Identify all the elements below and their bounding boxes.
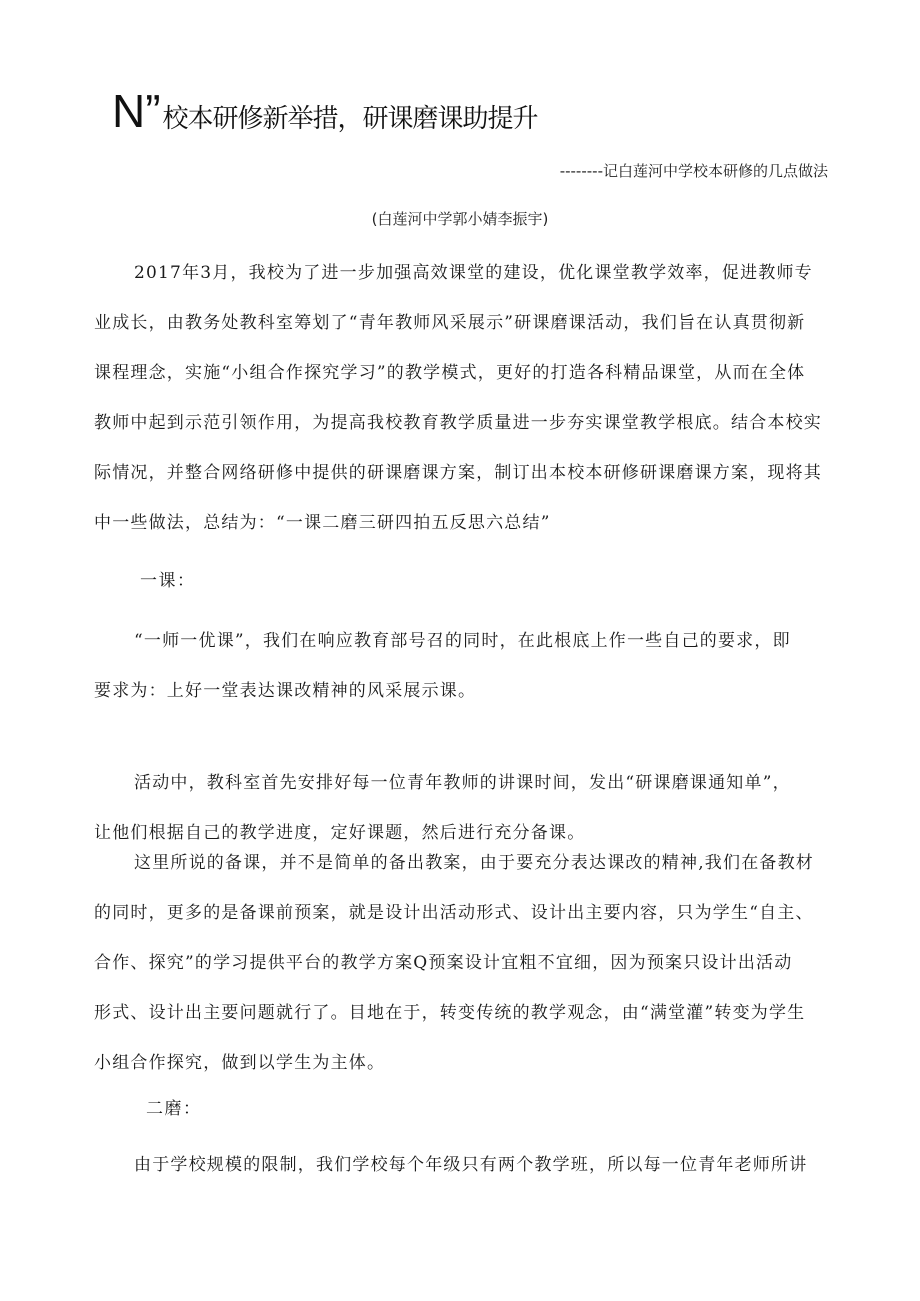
title-text: 校本研修新举措，研课磨课助提升 — [162, 104, 538, 134]
paragraph-line: 要求为：上好一堂表达课改精神的风采展示课。 — [94, 681, 477, 701]
paragraph-line: 合作、探究”的学习提供平台的教学方案Q预案设计宜粗不宜细，因为预案只设计出活动 — [94, 953, 793, 973]
title-mark: N” — [112, 85, 161, 137]
paragraph-line: 形式、设计出主要问题就行了。目地在于，转变传统的教学观念，由“满堂灌”转变为学生 — [94, 1003, 806, 1023]
paragraph-line: 由于学校规模的限制，我们学校每个年级只有两个教学班，所以每一位青年老师所讲 — [134, 1155, 808, 1175]
paragraph-line: 的同时，更多的是备课前预案，就是设计出活动形式、设计出主要内容，只为学生“自主、 — [94, 903, 814, 923]
paragraph-line: 活动中，教科室首先安排好每一位青年教师的讲课时间，发出“研课磨课通知单”， — [134, 773, 791, 793]
paragraph-intro — [94, 248, 834, 548]
paragraph-line: 课程理念，实施“小组合作探究学习”的教学模式，更好的打造各科精品课堂，从而在全体 — [94, 363, 806, 383]
authors-line: (白莲河中学郭小婧李振宇) — [371, 210, 549, 228]
page-title — [112, 85, 538, 137]
paragraph-line: 教师中起到示范引领作用，为提高我校教育教学质量进一步夯实课堂教学根底。结合本校实 — [94, 413, 822, 433]
section-heading-two: 二磨： — [146, 1099, 202, 1119]
paragraph-one-teacher — [94, 616, 834, 716]
paragraph-line: 2017年3月，我校为了进一步加强高效课堂的建设，优化课堂教学效率，促进教师专 — [134, 263, 813, 283]
paragraph-line: 这里所说的备课，并不是简单的备出教案，由于要充分表达课改的精神,我们在备教材 — [134, 853, 815, 873]
paragraph-line: 中一些做法，总结为：“一课二磨三研四拍五反思六总结” — [94, 513, 551, 533]
paragraph-line: 际情况，并整合网络研修中提供的研课磨课方案，制订出本校本研修研课磨课方案，现将其 — [94, 463, 822, 483]
paragraph-line: 让他们根据自己的教学进度，定好课题，然后进行充分备课。 — [94, 823, 586, 843]
paragraph-preparation — [94, 838, 834, 1088]
section-heading-one: 一课： — [140, 571, 196, 591]
paragraph-school-scale — [94, 1140, 834, 1190]
subtitle: --------记白莲河中学校本研修的几点做法 — [559, 162, 828, 180]
paragraph-line: 小组合作探究，做到以学生为主体。 — [94, 1053, 386, 1073]
paragraph-line: 业成长，由教务处教科室筹划了“青年教师风采展示”研课磨课活动，我们旨在认真贯彻新 — [94, 313, 806, 333]
paragraph-line: “一师一优课”，我们在响应教育部号召的同时，在此根底上作一些自己的要求，即 — [134, 631, 791, 651]
